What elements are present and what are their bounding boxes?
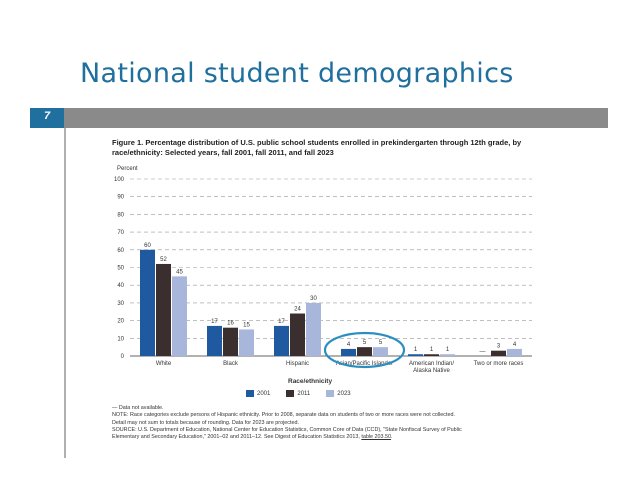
data-label-1-2011: 16 <box>227 320 234 327</box>
category-label-4: American Indian/ <box>408 361 455 367</box>
data-label-3-2011: 5 <box>362 340 367 347</box>
bar-4-2023 <box>440 354 455 356</box>
bar-1-2011 <box>223 328 238 356</box>
bar-3-2011 <box>357 347 372 356</box>
bar-5-2011 <box>491 351 506 356</box>
legend-swatch-2001 <box>246 390 254 397</box>
x-axis-title: Race/ethnicity <box>288 378 333 385</box>
chart-legend <box>246 390 351 397</box>
bar-2-2023 <box>306 303 321 356</box>
note-race: NOTE: Race categories exclude persons of Hispanic ethnicity. Prior to 2008, separate data on students of two or more races were not collected. <box>112 412 455 419</box>
bar-2-2001 <box>274 326 289 356</box>
note-end: . <box>391 434 393 441</box>
y-tick-label-40: 40 <box>117 283 124 290</box>
bar-3-2001 <box>341 349 356 356</box>
page-number: 7 <box>43 110 51 122</box>
bar-1-2001 <box>207 326 222 356</box>
y-tick-label-100: 100 <box>113 177 124 183</box>
data-label-3-2001: 4 <box>346 341 351 348</box>
legend-item-2011 <box>286 390 310 397</box>
data-label-4-2023: 1 <box>445 347 450 354</box>
y-tick-label-0: 0 <box>120 354 124 360</box>
legend-label-2011: 2011 <box>297 390 311 397</box>
bar-3-2023 <box>373 347 388 356</box>
note-source: SOURCE: U.S. Department of Education, National Center for Education Statistics, Common Core of Data (CCD), "State Nonfiscal Survey of Public <box>112 426 462 433</box>
bar-0-2011 <box>156 264 171 356</box>
category-label-2: Hispanic <box>285 361 310 367</box>
y-tick-label-70: 70 <box>117 230 124 237</box>
category-label-5: Two or more races <box>473 361 524 367</box>
bar-4-2011 <box>424 354 439 356</box>
bar-0-2023 <box>172 276 187 356</box>
table-link[interactable]: table 203.50 <box>361 434 392 441</box>
missing-marker-5-0: — <box>479 349 486 355</box>
y-tick-label-20: 20 <box>117 318 124 325</box>
data-label-4-2001: 1 <box>413 347 418 354</box>
legend-label-2001: 2001 <box>257 390 271 397</box>
figure-title: Figure 1. Percentage distribution of U.S. public school students enrolled in prekindergarten through 12th grade, by race/ethnicity: Selected years, fall 2001, fall 2011, and fall 2023 <box>112 138 522 158</box>
note-source-text: Elementary and Secondary Education," 2001–02 and 2011–12. See Digest of Education Statistics 2013, <box>112 434 360 441</box>
legend-swatch-2011 <box>286 390 294 397</box>
y-tick-label-50: 50 <box>117 265 124 272</box>
note-source-cont <box>112 434 582 441</box>
category-label-0: White <box>155 361 172 367</box>
data-label-2-2001: 17 <box>278 318 285 325</box>
slide-title: National student demographics <box>80 58 514 89</box>
legend-swatch-2023 <box>326 390 334 397</box>
category-label-3: Asian/Pacific Islander <box>335 361 394 367</box>
bar-4-2001 <box>408 354 423 356</box>
data-label-4-2011: 1 <box>429 347 434 354</box>
y-tick-label-30: 30 <box>117 300 124 307</box>
legend-label-2023: 2023 <box>337 390 351 397</box>
data-label-5-2023: 4 <box>512 341 517 348</box>
category-label-1: Black <box>223 361 238 367</box>
legend-item-2001 <box>246 390 270 397</box>
data-label-1-2023: 15 <box>243 322 250 329</box>
data-label-2-2023: 30 <box>310 295 317 302</box>
data-label-1-2001: 17 <box>211 318 218 325</box>
note-missing: — Data not available. <box>112 405 164 411</box>
data-label-5-2011: 3 <box>496 343 501 350</box>
y-tick-label-90: 90 <box>117 194 124 201</box>
note-rounding: Detail may not sum to totals because of rounding. Data for 2023 are projected. <box>112 419 299 426</box>
data-label-0-2001: 60 <box>144 242 151 249</box>
figure-notes <box>112 405 582 441</box>
bar-2-2011 <box>290 314 305 356</box>
y-axis-label: Percent <box>117 166 138 172</box>
data-label-3-2023: 5 <box>378 340 383 347</box>
data-label-2-2011: 24 <box>294 306 301 313</box>
bar-1-2023 <box>239 329 254 356</box>
legend-item-2023 <box>326 390 350 397</box>
y-tick-label-10: 10 <box>117 336 124 343</box>
bar-5-2023 <box>507 349 522 356</box>
data-label-0-2023: 45 <box>176 269 183 276</box>
y-tick-label-80: 80 <box>117 212 124 219</box>
data-label-0-2011: 52 <box>160 256 167 263</box>
y-tick-label-60: 60 <box>117 247 124 254</box>
bar-0-2001 <box>140 250 155 356</box>
category-label-4-line1: Alaska Native <box>413 368 450 374</box>
